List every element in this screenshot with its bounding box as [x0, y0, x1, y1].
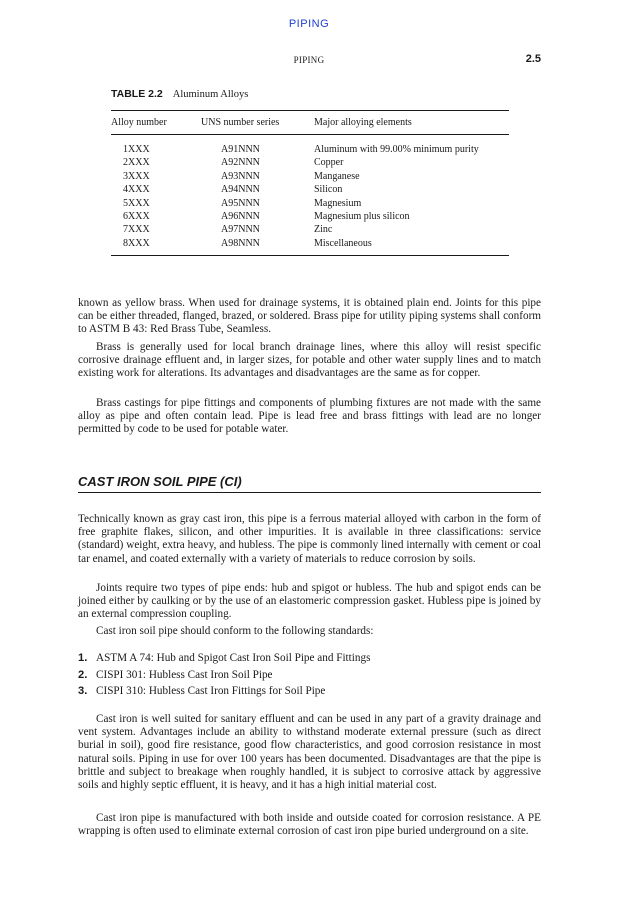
column-header-alloy-number: Alloy number	[111, 117, 167, 128]
list-text: CISPI 301: Hubless Cast Iron Soil Pipe	[96, 668, 273, 681]
alloy-number-cell: 6XXX	[123, 210, 150, 222]
standards-list	[78, 650, 541, 700]
uns-series-cell: A95NNN	[221, 197, 260, 209]
uns-series-cell: A93NNN	[221, 170, 260, 182]
uns-series-cell: A92NNN	[221, 157, 260, 169]
list-number: 2.	[78, 668, 88, 681]
table-caption	[111, 88, 248, 100]
uns-series-cell: A91NNN	[221, 144, 260, 155]
running-head: PIPING	[293, 55, 325, 65]
table-row	[0, 170, 618, 183]
alloy-number-cell: 7XXX	[123, 224, 150, 236]
alloying-elements-cell: Manganese	[314, 170, 360, 182]
cast-iron-paragraph-1: Technically known as gray cast iron, this pipe is a ferrous material alloyed with carbon in the form of free graphite flakes, silicon, and other impurities. It is available in three classifications: service (standard) weight, extra heavy, and hubless. The pipe is commonly lined internally with cement or coal tar enamel, and coated externally with a variety of materials to reduce corrosion by soils.	[78, 513, 541, 565]
page-number: 2.5	[525, 53, 541, 65]
alloying-elements-cell: Magnesium	[314, 197, 362, 209]
list-number: 3.	[78, 685, 88, 697]
alloying-elements-cell: Miscellaneous	[314, 237, 372, 249]
alloy-number-cell: 4XXX	[123, 184, 150, 196]
uns-series-cell: A98NNN	[221, 237, 260, 249]
alloying-elements-cell: Magnesium plus silicon	[314, 210, 410, 222]
alloy-number-cell: 2XXX	[123, 157, 150, 169]
alloying-elements-cell: Zinc	[314, 224, 333, 236]
list-number: 1.	[78, 652, 88, 664]
table-row	[0, 197, 618, 210]
list-item	[78, 650, 541, 667]
list-text: CISPI 310: Hubless Cast Iron Fittings for Soil Pipe	[96, 685, 326, 697]
table-body	[0, 143, 618, 250]
table-top-rule	[111, 110, 509, 111]
column-header-alloying-elements: Major alloying elements	[314, 117, 412, 128]
list-text: ASTM A 74: Hub and Spigot Cast Iron Soil Pipe and Fittings	[96, 652, 371, 664]
table-row	[0, 210, 618, 223]
brass-paragraph-3: Brass castings for pipe fittings and components of plumbing fixtures are not made with the same alloy as pipe and often contain lead. Pipe is lead free and brass fittings with lead are no longer permitted by code to be used for potable water.	[78, 397, 541, 436]
table-label: TABLE 2.2	[111, 88, 163, 100]
table-header-rule	[111, 134, 509, 135]
cast-iron-paragraph-5: Cast iron pipe is manufactured with both inside and outside coated for corrosion resistance. A PE wrapping is often used to eliminate external corrosion of cast iron pipe buried underground on a site.	[78, 812, 541, 838]
cast-iron-paragraph-4: Cast iron is well suited for sanitary effluent and can be used in any part of a gravity drainage and vent system. Advantages include an ability to withstand moderate external pressure (such as direct burial in soil), good fire resistance, good flow characteristics, and good corrosion resistance in most natural soils. Piping in use for over 100 years has been documented. Disadvantages are that the pipe is brittle and subject to breakage when roughly handled, it is subject to corrosive attack by aggressive soils and highly septic effluent, it is heavy, and it has a high initial material cost.	[78, 713, 541, 792]
alloy-number-cell: 3XXX	[123, 170, 150, 182]
brass-paragraph-1: known as yellow brass. When used for drainage systems, it is obtained plain end. Joints for this pipe can be either threaded, flanged, brazed, or soldered. Brass pipe for utility piping systems shall conform to ASTM B 43: Red Brass Tube, Seamless.	[78, 297, 541, 336]
brass-paragraph-2: Brass is generally used for local branch drainage lines, where this alloy will resist specific corrosive drainage effluent and, in larger sizes, for potable and other water supply lines and to match existing work for alterations. Its advantages and disadvantages are the same as for copper.	[78, 341, 541, 380]
section-heading-rule	[78, 492, 541, 493]
uns-series-cell: A97NNN	[221, 224, 260, 236]
alloying-elements-cell: Aluminum with 99.00% minimum purity	[314, 144, 479, 155]
uns-series-cell: A96NNN	[221, 210, 260, 222]
list-item	[78, 683, 541, 700]
column-header-uns-series: UNS number series	[201, 117, 280, 128]
table-title: Aluminum Alloys	[172, 89, 249, 100]
list-item	[78, 667, 541, 684]
alloy-number-cell: 1XXX	[123, 144, 150, 155]
document-top-title: PIPING	[288, 18, 330, 30]
alloy-number-cell: 5XXX	[123, 197, 150, 209]
alloying-elements-cell: Copper	[314, 157, 344, 169]
cast-iron-paragraph-2: Joints require two types of pipe ends: hub and spigot or hubless. The hub and spigot ends can be joined either by caulking or by the use of an elastomeric compression gasket. Hubless pipe is joined by an external compression coupling.	[78, 582, 541, 621]
table-row	[0, 183, 618, 196]
alloying-elements-cell: Silicon	[314, 184, 343, 196]
table-row	[0, 237, 618, 250]
table-row	[0, 156, 618, 169]
table-bottom-rule	[111, 255, 509, 256]
uns-series-cell: A94NNN	[221, 184, 260, 196]
table-row	[0, 143, 618, 156]
section-heading: CAST IRON SOIL PIPE (CI)	[78, 474, 242, 489]
cast-iron-paragraph-3: Cast iron soil pipe should conform to the following standards:	[96, 625, 374, 637]
alloy-number-cell: 8XXX	[123, 237, 150, 249]
table-row	[0, 223, 618, 236]
